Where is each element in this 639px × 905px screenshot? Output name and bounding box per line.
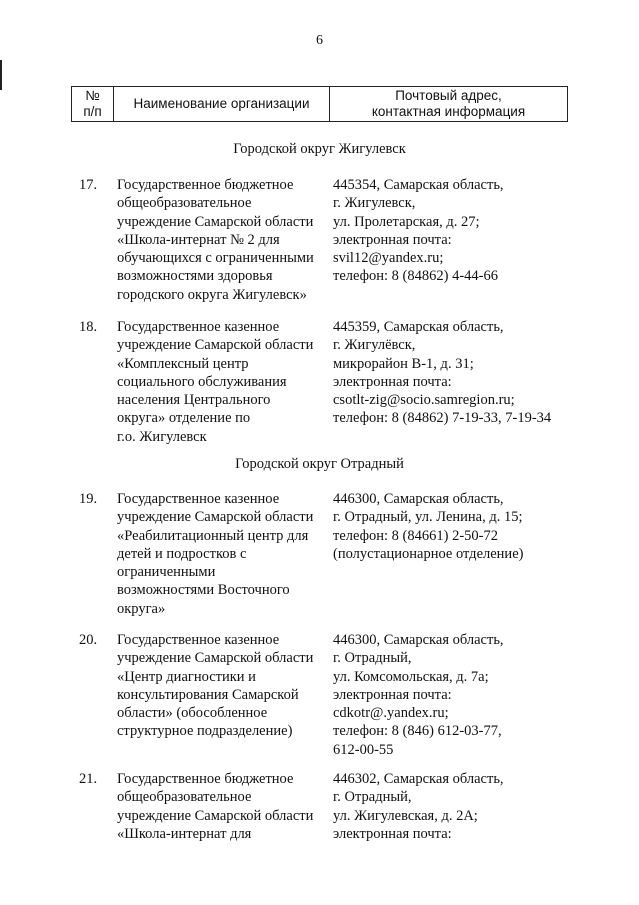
phone-number: телефон: 8 (84862) 7-19-33, 7-19-34 <box>333 410 552 427</box>
page-number: 6 <box>316 33 323 48</box>
header-col-name: Наименование организации <box>114 87 330 122</box>
addr-line: 445354, Самарская область, <box>333 177 504 193</box>
org-line: консультирования Самарской <box>117 686 299 703</box>
header-col-number-line1: № <box>85 88 100 103</box>
addr-line: (полустационарное отделение) <box>333 545 524 562</box>
addr-line: ул. Жигулевская, д. 2А; <box>333 807 478 824</box>
addr-line: электронная почта: <box>333 686 452 703</box>
org-line: Государственное казенное <box>117 319 280 335</box>
addr-line: г. Жигулёвск, <box>333 337 416 354</box>
header-col-number <box>72 87 114 122</box>
addr-line: г. Жигулевск, <box>333 195 416 212</box>
org-line: учреждение Самарской области <box>117 337 314 354</box>
org-line: общеобразовательное <box>117 789 252 806</box>
email-address: csotlt-zig@socio.samregion.ru; <box>333 392 515 409</box>
org-line: Государственное бюджетное <box>117 771 294 787</box>
org-line: Государственное казенное <box>117 632 280 648</box>
organization-name <box>117 631 332 741</box>
addr-line: электронная почта: <box>333 231 452 248</box>
org-line: возможностями здоровья <box>117 268 273 285</box>
org-line: Государственное бюджетное <box>117 177 294 193</box>
header-col-address-line1: Почтовый адрес, <box>395 88 502 103</box>
addr-line: г. Отрадный, <box>333 789 412 806</box>
org-line: ограниченными <box>117 564 216 581</box>
org-line: области» (обособленное <box>117 705 268 722</box>
phone-number: 612-00-55 <box>333 741 394 758</box>
org-line: г.о. Жигулевск <box>117 428 207 445</box>
org-line: возможностями Восточного <box>117 582 290 599</box>
org-line: социального обслуживания <box>117 373 287 390</box>
item-number: 19. <box>79 491 98 507</box>
postal-address <box>333 318 633 428</box>
organization-name <box>117 318 332 446</box>
email-address: svil12@yandex.ru; <box>333 250 444 267</box>
addr-line: ул. Пролетарская, д. 27; <box>333 213 480 230</box>
addr-line: г. Отрадный, <box>333 650 412 667</box>
org-line: Государственное казенное <box>117 491 280 507</box>
item-number: 17. <box>79 177 98 193</box>
margin-line <box>0 60 2 90</box>
org-line: структурное подразделение) <box>117 723 293 740</box>
org-line: детей и подростков с <box>117 545 247 562</box>
addr-line: микрорайон В-1, д. 31; <box>333 355 474 372</box>
addr-line: электронная почта: <box>333 373 452 390</box>
item-number: 20. <box>79 632 98 648</box>
addr-line: 446302, Самарская область, <box>333 771 504 787</box>
header-col-address-line2: контактная информация <box>371 104 526 119</box>
org-line: городского округа Жигулевск» <box>117 286 307 303</box>
org-line: учреждение Самарской области <box>117 509 314 526</box>
section-title-otradny: Городской округ Отрадный <box>235 456 404 472</box>
org-line: «Реабилитационный центр для <box>117 527 309 544</box>
org-line: «Центр диагностики и <box>117 668 256 685</box>
phone-number: телефон: 8 (846) 612-03-77, <box>333 723 502 740</box>
org-line: «Школа-интернат № 2 для <box>117 231 280 248</box>
header-col-number-line2: п/п <box>83 104 102 119</box>
org-line: «Комплексный центр <box>117 355 249 372</box>
email-address: cdkotr@.yandex.ru; <box>333 705 449 722</box>
org-line: населения Центрального <box>117 392 271 409</box>
addr-line: электронная почта: <box>333 825 452 842</box>
item-number: 18. <box>79 319 98 335</box>
org-line: учреждение Самарской области <box>117 213 314 230</box>
org-line: учреждение Самарской области <box>117 807 314 824</box>
table-header <box>71 86 568 122</box>
addr-line: 446300, Самарская область, <box>333 491 504 507</box>
org-line: округа» <box>117 600 166 617</box>
postal-address <box>333 490 633 563</box>
org-line: «Школа-интернат для <box>117 825 252 842</box>
organization-name <box>117 490 332 618</box>
addr-line: 446300, Самарская область, <box>333 632 504 648</box>
org-line: общеобразовательное <box>117 195 252 212</box>
postal-address <box>333 770 633 843</box>
postal-address <box>333 631 633 759</box>
phone-number: телефон: 8 (84661) 2-50-72 <box>333 527 498 544</box>
organization-name <box>117 770 332 843</box>
addr-line: г. Отрадный, ул. Ленина, д. 15; <box>333 509 523 526</box>
addr-line: ул. Комсомольская, д. 7а; <box>333 668 489 685</box>
phone-number: телефон: 8 (84862) 4-44-66 <box>333 268 498 285</box>
addr-line: 445359, Самарская область, <box>333 319 504 335</box>
item-number: 21. <box>79 771 98 787</box>
org-line: учреждение Самарской области <box>117 650 314 667</box>
org-line: обучающихся с ограниченными <box>117 250 314 267</box>
organization-name <box>117 176 332 304</box>
header-col-address <box>330 87 568 122</box>
section-title-zhigulevsk: Городской округ Жигулевск <box>233 141 406 157</box>
org-line: округа» отделение по <box>117 410 251 427</box>
postal-address <box>333 176 633 286</box>
